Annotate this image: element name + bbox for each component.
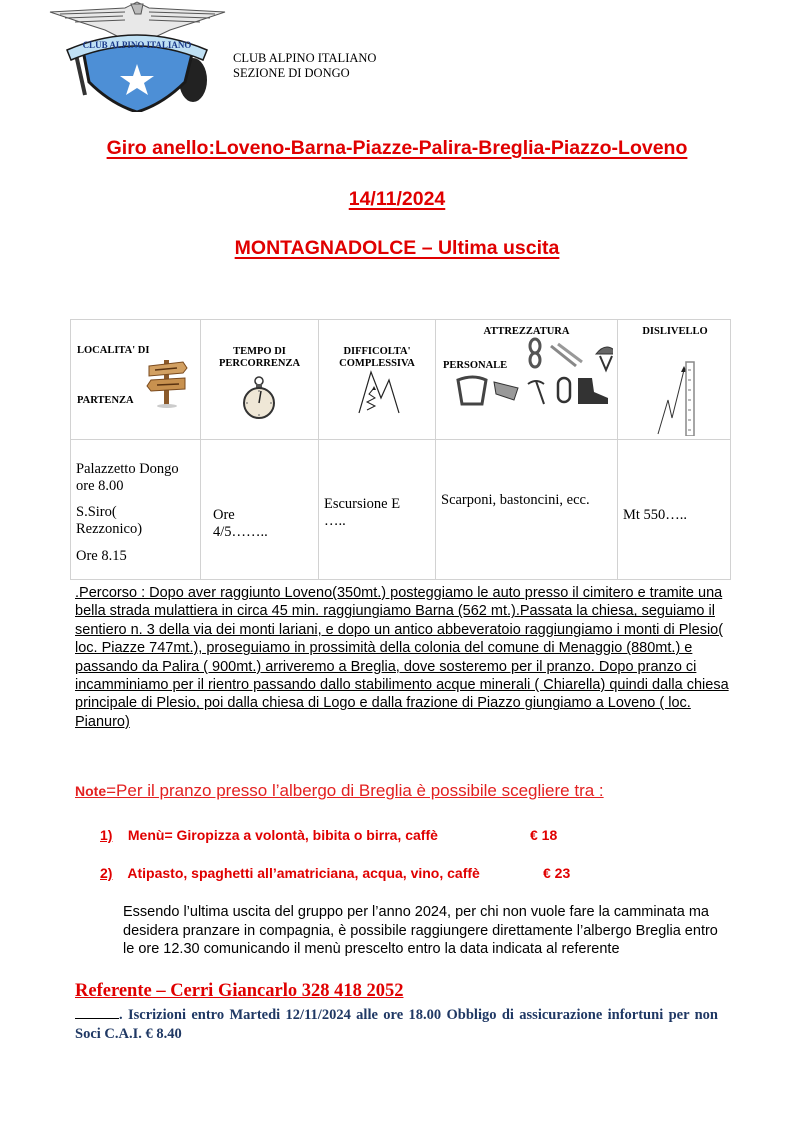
signpost-icon <box>145 356 189 413</box>
header-attrezzatura-line2: PERSONALE <box>443 360 508 371</box>
stopwatch-icon <box>241 374 277 425</box>
dislivello-value: Mt 550….. <box>623 507 688 523</box>
registration-info <box>75 1005 718 1043</box>
menu-description: Menù= Giropizza a volontà, bibita o birra, caffè <box>127 827 438 843</box>
partenza-line3: S.Siro( <box>76 504 117 520</box>
registration-text: . Iscrizioni entro Martedi 12/11/2024 alle ore 18.00 Obbligo di assicurazione infortuni per non Soci C.A.I. € 8.40 <box>75 1007 718 1042</box>
table-row <box>71 439 730 579</box>
elevation-gauge-icon <box>654 360 698 441</box>
header-attrezzatura-line1: ATTREZZATURA <box>483 326 570 337</box>
menu-price: € 18 <box>530 827 558 843</box>
partenza-line5: Ore 8.15 <box>76 548 127 564</box>
menu-option-2 <box>100 865 580 881</box>
header-attrezzatura <box>436 320 618 439</box>
percorso-paragraph: .Percorso : Dopo aver raggiunto Loveno(350mt.) posteggiamo le auto presso il cimitero e tramite una bella strada mulattiera in circa 45 min. raggiungiamo Barna (562 mt.).Passata la chiesa, seguiamo il sentiero n. 3 della via dei monti lariani, e dopo un antico abbeveratoio raggiungiamo i monti di Plesio( loc. Piazze 747mt.), proseguiamo in prossimità della colonia del comune di Menaggio (880mt.) e passando da Palira ( 900mt.) arriveremo a Breglia, dove sosteremo per il pranzo. Dopo pranzo ci incamminiamo per il rientro passando dallo stabilimento acque minerali ( Chiarella) quindi dalla chiesa principale di Plesio, poi dalla chiesa di Logo e dalla frazione di Piazzo giungiamo a Loveno ( loc. Pianuro) <box>75 585 729 730</box>
difficolta-line1: Escursione E <box>324 496 401 512</box>
route-title: Giro anello:Loveno-Barna-Piazze-Palira-Breglia-Piazzo-Loveno <box>106 137 688 159</box>
header-localita-line1: LOCALITA' DI <box>77 345 150 356</box>
header-localita-line2: PARTENZA <box>77 395 134 406</box>
header-dislivello <box>618 320 732 439</box>
note-label: Note <box>75 783 107 799</box>
org-section: SEZIONE DI DONGO <box>233 66 350 80</box>
cell-tempo <box>201 439 319 579</box>
header-tempo <box>201 320 319 439</box>
header-difficolta <box>319 320 436 439</box>
org-header <box>233 51 376 81</box>
lunch-only-info: Essendo l’ultima uscita del gruppo per l’anno 2024, per chi non vuole fare la camminata ma desidera pranzare in compagnia, è possibile raggiungere direttamente l’albergo Breglia entro le ore 12.30 comunicando il menù prescelto entro la data indicata al referente <box>123 904 718 957</box>
blank-line <box>75 1005 119 1019</box>
referente-contact: Referente – Cerri Giancarlo 328 418 2052 <box>75 981 404 1001</box>
table-header-row <box>71 320 730 440</box>
note-heading <box>75 781 604 801</box>
header-tempo-line2: PERCORRENZA <box>218 358 301 369</box>
mountain-icon <box>357 368 401 419</box>
cell-difficolta <box>319 439 436 579</box>
event-date: 14/11/2024 <box>348 188 446 210</box>
cell-dislivello <box>618 439 732 579</box>
header-tempo-line1: TEMPO DI <box>233 346 286 357</box>
partenza-line1: Palazzetto Dongo <box>76 461 179 477</box>
menu-price: € 23 <box>543 865 571 881</box>
menu-option-1 <box>100 827 580 843</box>
header-difficolta-line2: COMPLESSIVA <box>339 358 415 369</box>
header-difficolta-line1: DIFFICOLTA' <box>343 346 411 357</box>
partenza-line4: Rezzonico) <box>76 521 143 537</box>
event-name: MONTAGNADOLCE – Ultima uscita <box>234 237 560 259</box>
climbing-gear-icon <box>448 336 613 411</box>
svg-text:CLUB ALPINO ITALIANO: CLUB ALPINO ITALIANO <box>82 40 192 50</box>
difficolta-line2: ….. <box>324 513 346 529</box>
org-name: CLUB ALPINO ITALIANO <box>233 51 377 65</box>
cell-attrezzatura <box>436 439 618 579</box>
header-dislivello-label: DISLIVELLO <box>642 326 708 337</box>
note-text: =Per il pranzo presso l’albergo di Breglia è possibile scegliere tra : <box>106 781 604 800</box>
partenza-line2: ore 8.00 <box>76 478 124 494</box>
header-localita <box>71 320 201 439</box>
cai-logo <box>45 0 230 112</box>
menu-number: 2) <box>100 865 113 881</box>
tempo-line1: Ore <box>213 507 235 523</box>
menu-description: Atipasto, spaghetti all’amatriciana, acqua, vino, caffè <box>127 865 480 881</box>
cell-partenza <box>71 439 201 579</box>
attrezzatura-value: Scarponi, bastoncini, ecc. <box>441 492 590 508</box>
menu-number: 1) <box>100 827 113 843</box>
tempo-line2: 4/5…….. <box>213 524 268 540</box>
info-table <box>70 319 731 580</box>
